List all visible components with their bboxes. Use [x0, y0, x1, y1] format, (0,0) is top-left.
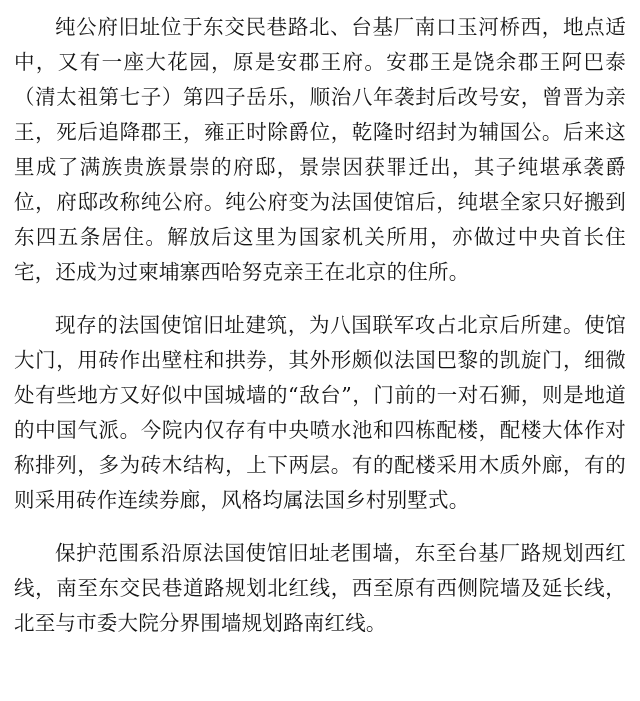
- paragraph-2: 现存的法国使馆旧址建筑，为八国联军攻占北京后所建。使馆大门，用砖作出壁柱和拱券，其外形颇似法国巴黎的凯旋门，细微处有些地方又好似中国城墙的“敌台”，门前的一对石狮，则是地道的中国气派。今院内仅存有中央喷水池和四栋配楼，配楼大体作对称排列，多为砖木结构，上下两层。有的配楼采用木质外廊，有的则采用砖作连续券廊，风格均属法国乡村别墅式。: [14, 313, 626, 512]
- paragraph-1: 纯公府旧址位于东交民巷路北、台基厂南口玉河桥西，地点适中，又有一座大花园，原是安郡王府。安郡王是饶余郡王阿巴泰（清太祖第七子）第四子岳乐，顺治八年袭封后改号安，曾晋为亲王，死后追降郡王，雍正时除爵位，乾隆时绍封为辅国公。后来这里成了满族贵族景崇的府邸，景崇因获罪迁出，其子纯堪承袭爵位，府邸改称纯公府。纯公府变为法国使馆后，纯堪全家只好搬到东四五条居住。解放后这里为国家机关所用，亦做过中央首长住宅，还成为过柬埔寨西哈努克亲王在北京的住所。: [14, 15, 626, 284]
- paragraph-3: 保护范围系沿原法国使馆旧址老围墙，东至台基厂路规划西红线，南至东交民巷道路规划北红线，西至原有西侧院墙及延长线，北至与市委大院分界围墙规划路南红线。: [14, 541, 626, 635]
